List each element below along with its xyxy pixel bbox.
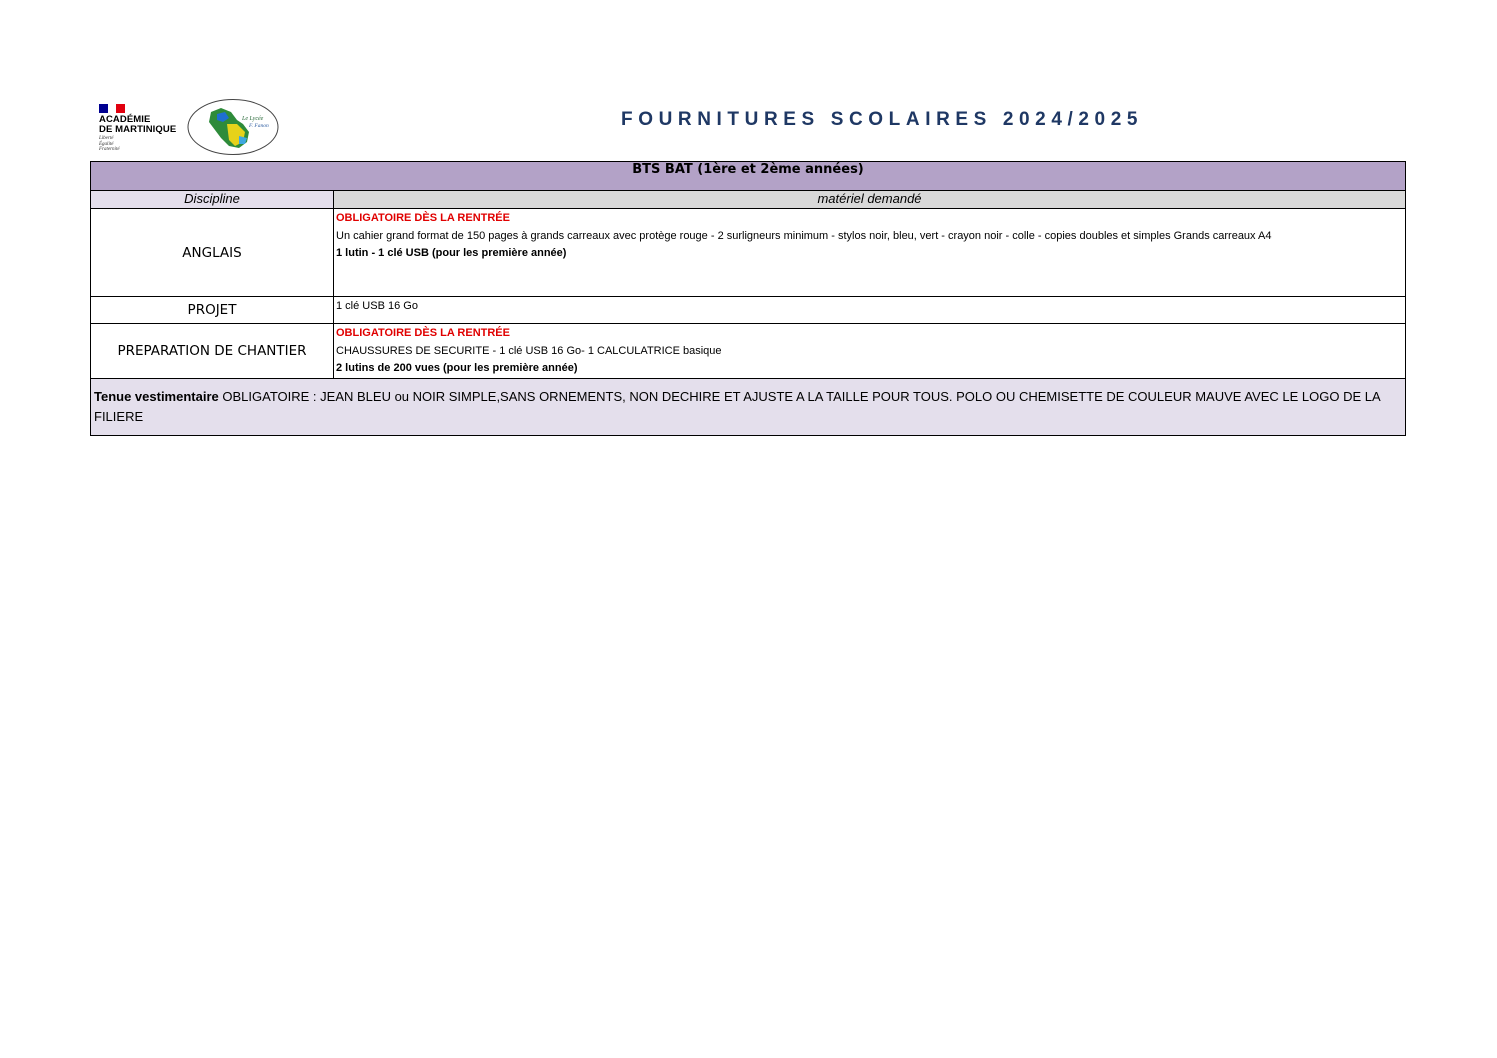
dress-code-text: OBLIGATOIRE : JEAN BLEU ou NOIR SIMPLE,SANS ORNEMENTS, NON DECHIRE ET AJUSTE A LA TAILLE POUR TOUS. POLO OU CHEMISETTE DE COULEUR MAUVE AVEC LE LOGO DE LA FILIERE [94,388,1380,424]
required-notice: OBLIGATOIRE DÈS LA RENTRÉE [336,327,510,339]
materiel-cell [334,324,1406,379]
svg-text:F. Fanon: F. Fanon [249,123,269,129]
materiel-line: 1 clé USB 16 Go [336,300,418,312]
table-title: BTS BAT (1ère et 2ème années) [91,162,1406,191]
table-header-row [91,191,1406,209]
page-title: FOURNITURES SCOLAIRES 2024/2025 [621,109,1144,130]
dress-code-label: Tenue vestimentaire [94,388,219,404]
table-row [91,209,1406,297]
materiel-line: CHAUSSURES DE SECURITE - 1 clé USB 16 Go- 1 CALCULATRICE basique [336,344,722,357]
discipline-cell: ANGLAIS [91,209,334,297]
logo-block [98,102,282,156]
supplies-table [90,161,1406,436]
school-logo-icon [187,98,279,156]
table-row [91,297,1406,324]
academie-line-2: DE MARTINIQUE [99,124,177,135]
column-header-materiel: matériel demandé [334,191,1406,209]
column-header-discipline: Discipline [91,191,334,209]
republique-francaise-flag-icon [99,104,125,113]
svg-text:Le Lycée: Le Lycée [242,116,264,122]
academie-name [99,115,176,135]
devise-line-1: Liberté [99,136,114,141]
discipline-cell: PREPARATION DE CHANTIER [91,324,334,379]
academie-line-1: ACADÉMIE [99,114,151,125]
discipline-cell: PROJET [91,297,334,324]
devise-line-2: Égalité [99,141,114,147]
materiel-cell [334,297,1406,324]
devise [99,136,120,153]
materiel-cell [334,209,1406,297]
materiel-line: Un cahier grand format de 150 pages à grands carreaux avec protège rouge - 2 surligneurs minimum - stylos noir, bleu, vert - crayon noir - colle - copies doubles et simples Grands carreaux A4 [336,229,1272,242]
required-notice: OBLIGATOIRE DÈS LA RENTRÉE [336,212,510,224]
table-title-row [91,162,1406,191]
dress-code-row [91,378,1406,435]
materiel-line: 1 lutin - 1 clé USB (pour les première année) [336,247,567,259]
dress-code-cell [91,378,1406,435]
table-row [91,324,1406,379]
devise-line-3: Fraternité [99,147,120,152]
materiel-line: 2 lutins de 200 vues (pour les première année) [336,362,578,374]
